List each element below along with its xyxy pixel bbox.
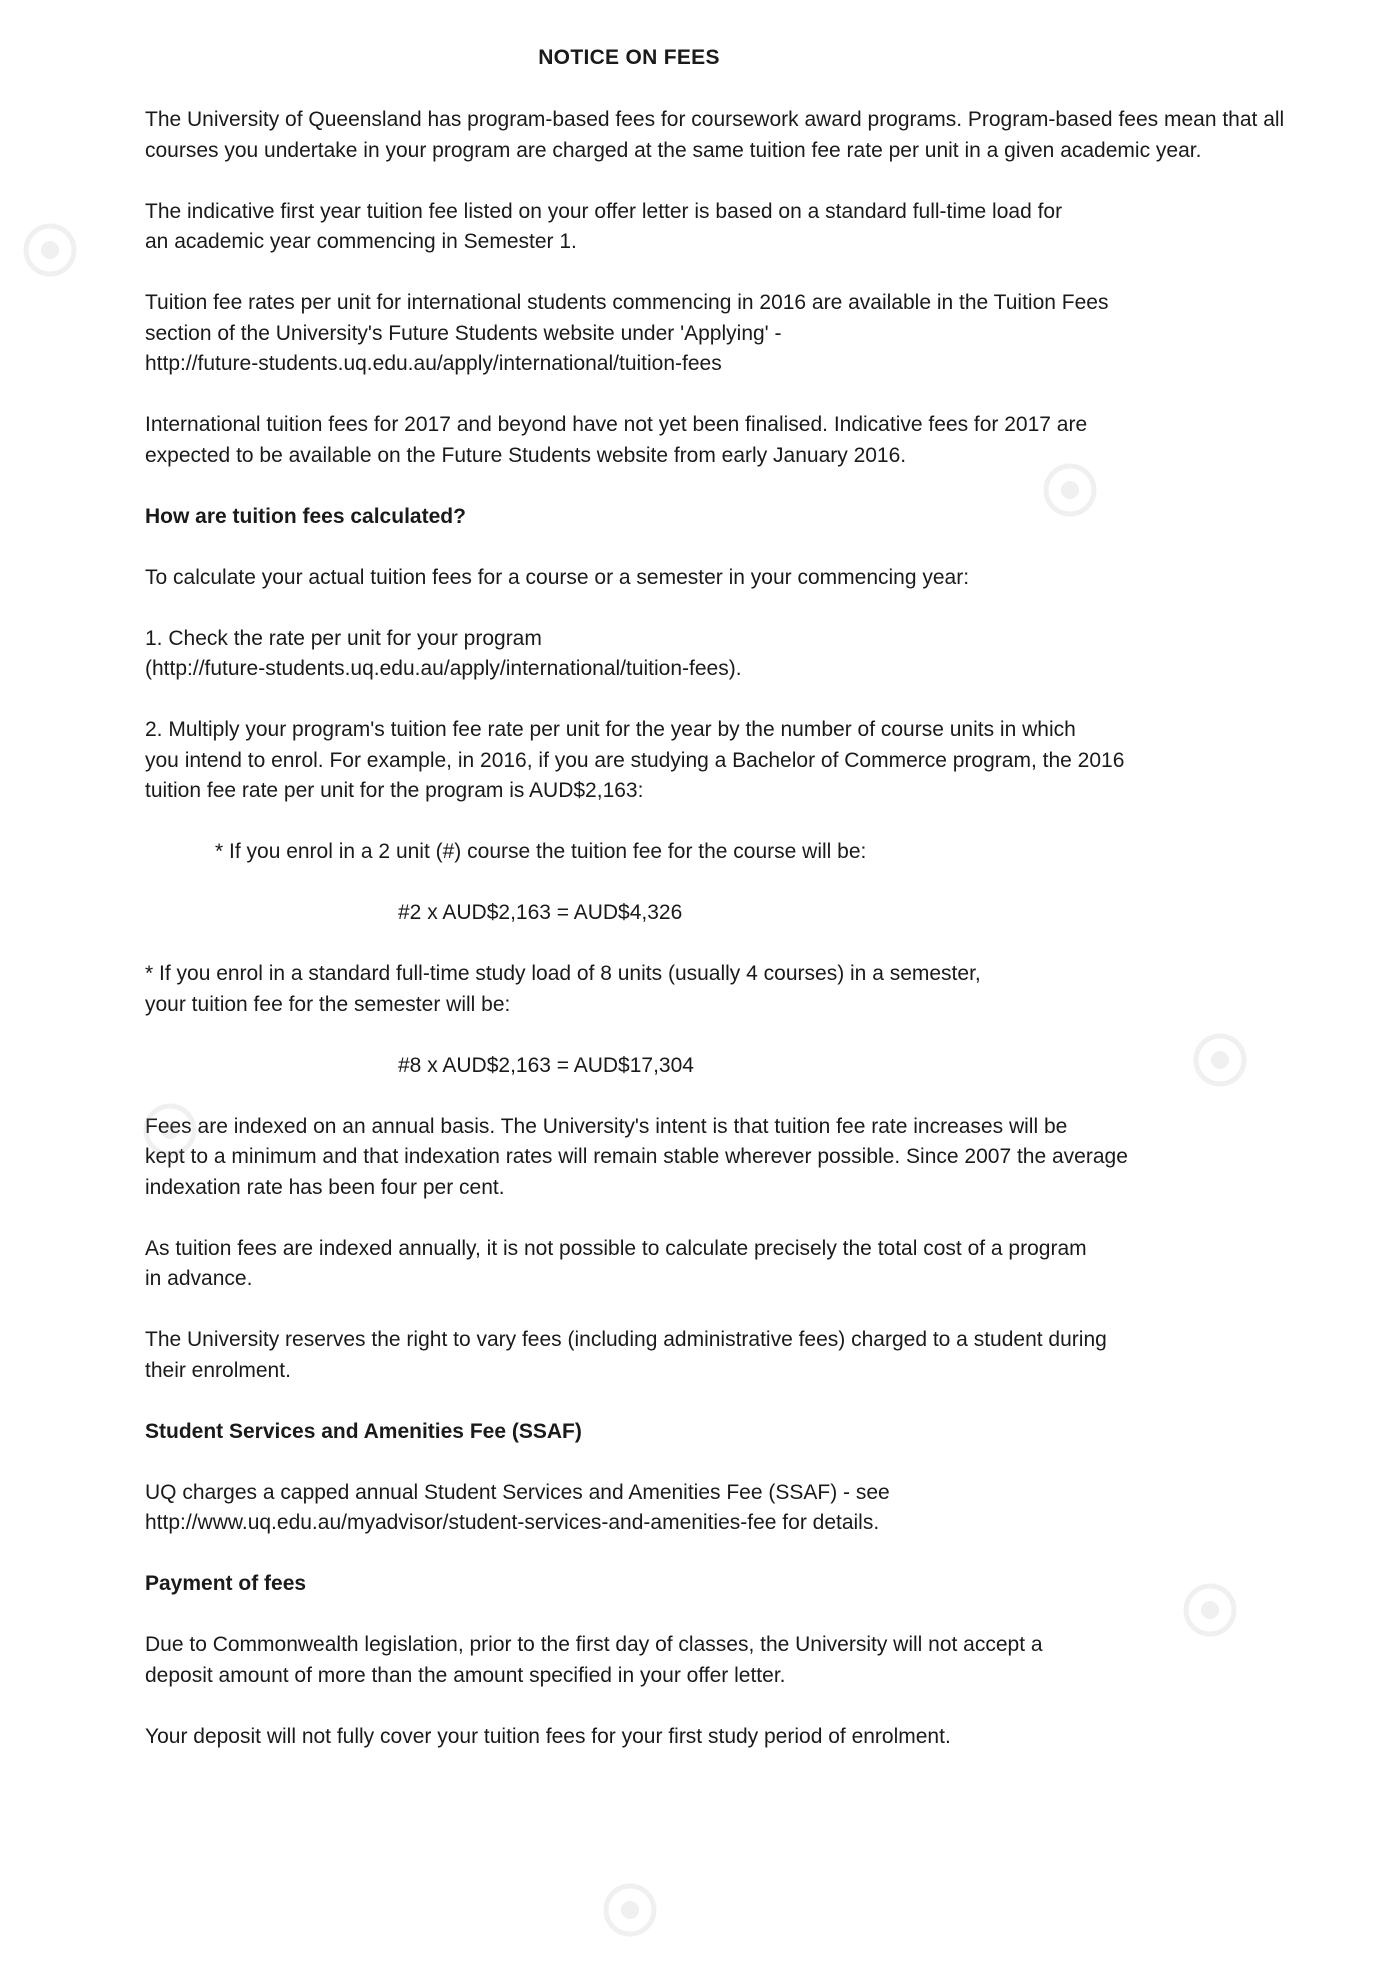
example-bullet-semester: * If you enrol in a standard full-time study load of 8 units (usually 4 courses) in a semester, your tuition fee for the semester will be: xyxy=(145,962,981,1016)
document-body xyxy=(145,105,1360,1783)
watermark-logo-icon xyxy=(600,1880,660,1940)
first-year-fee-paragraph: The indicative first year tuition fee listed on your offer letter is based on a standard full-time load for an academic year commencing in Semester 1. xyxy=(145,199,1063,253)
ssaf-paragraph: UQ charges a capped annual Student Services and Amenities Fee (SSAF) - see http://www.uq.edu.au/myadvisor/student-services-and-amenities-fee for details. xyxy=(145,1480,890,1534)
deposit-coverage-paragraph: Your deposit will not fully cover your tuition fees for your first study period of enrolment. xyxy=(145,1724,951,1748)
example-calculation-semester: #8 x AUD$2,163 = AUD$17,304 xyxy=(398,1053,694,1077)
intro-paragraph: The University of Queensland has program-based fees for coursework award programs. Program-based fees mean that all courses you undertake in your program are charged at the same tuition fee rate per unit in a given academic year. xyxy=(145,108,1285,162)
watermark-logo-icon xyxy=(140,1100,200,1160)
section-heading-ssaf: Student Services and Amenities Fee (SSAF) xyxy=(145,1419,582,1443)
step-two: 2. Multiply your program's tuition fee rate per unit for the year by the number of course units in which you intend to enrol. For example, in 2016, if you are studying a Bachelor of Commerce program, the 2016 tuition fee rate per unit for the program is AUD$2,163: xyxy=(145,718,1125,802)
watermark-logo-icon xyxy=(20,220,80,280)
indexation-paragraph: are indexed on an annual basis. The University's intent is that tuition fee rate increases will be kept to a minimum and that indexation rates will remain stable wherever possible. Since 2007 the average indexation rate has been four per cent. xyxy=(145,1114,1128,1199)
calculation-intro: To calculate your actual tuition fees for a course or a semester in your commencing year: xyxy=(145,565,970,589)
future-fees-paragraph: International tuition fees for 2017 and beyond have not yet been finalised. Indicative fees for 2017 are expected to be available on the Future Students website from early January 2016. xyxy=(145,413,1088,467)
indexed-annually-paragraph: As tuition fees are indexed annually, it is not possible to calculate precisely the total cost of a program in advance. xyxy=(145,1236,1087,1290)
watermark-logo-icon xyxy=(1040,460,1100,520)
watermark-logo-icon xyxy=(1180,1580,1240,1640)
vary-fees-paragraph: The University reserves the right to vary fees (including administrative fees) charged to a student during their enrolment. xyxy=(145,1328,1107,1382)
step-one: 1. Check the rate per unit for your program (http://future-students.uq.edu.au/apply/international/tuition-fees). xyxy=(145,626,742,680)
section-heading-payment: Payment of fees xyxy=(145,1572,307,1595)
deposit-legislation-paragraph: Due to Commonwealth legislation, prior to the first day of classes, the University will not accept a deposit amount of more than the amount specified in your offer letter. xyxy=(145,1633,1043,1687)
example-bullet-course: * If you enrol in a 2 unit (#) course the tuition fee for the course will be: xyxy=(215,840,867,863)
section-heading-calculation: How are tuition fees calculated? xyxy=(145,504,466,528)
page-title: NOTICE ON FEES xyxy=(538,46,720,69)
fee-rates-paragraph: Tuition fee rates per unit for international students commencing in 2016 are available in the Tuition Fees section of the University's Future Students website under 'Applying' - http://future-students.uq.edu.au/apply/international/tuition-fees xyxy=(145,291,1109,375)
example-calculation-course: #2 x AUD$2,163 = AUD$4,326 xyxy=(398,901,683,924)
watermark-logo-icon xyxy=(1190,1030,1250,1090)
